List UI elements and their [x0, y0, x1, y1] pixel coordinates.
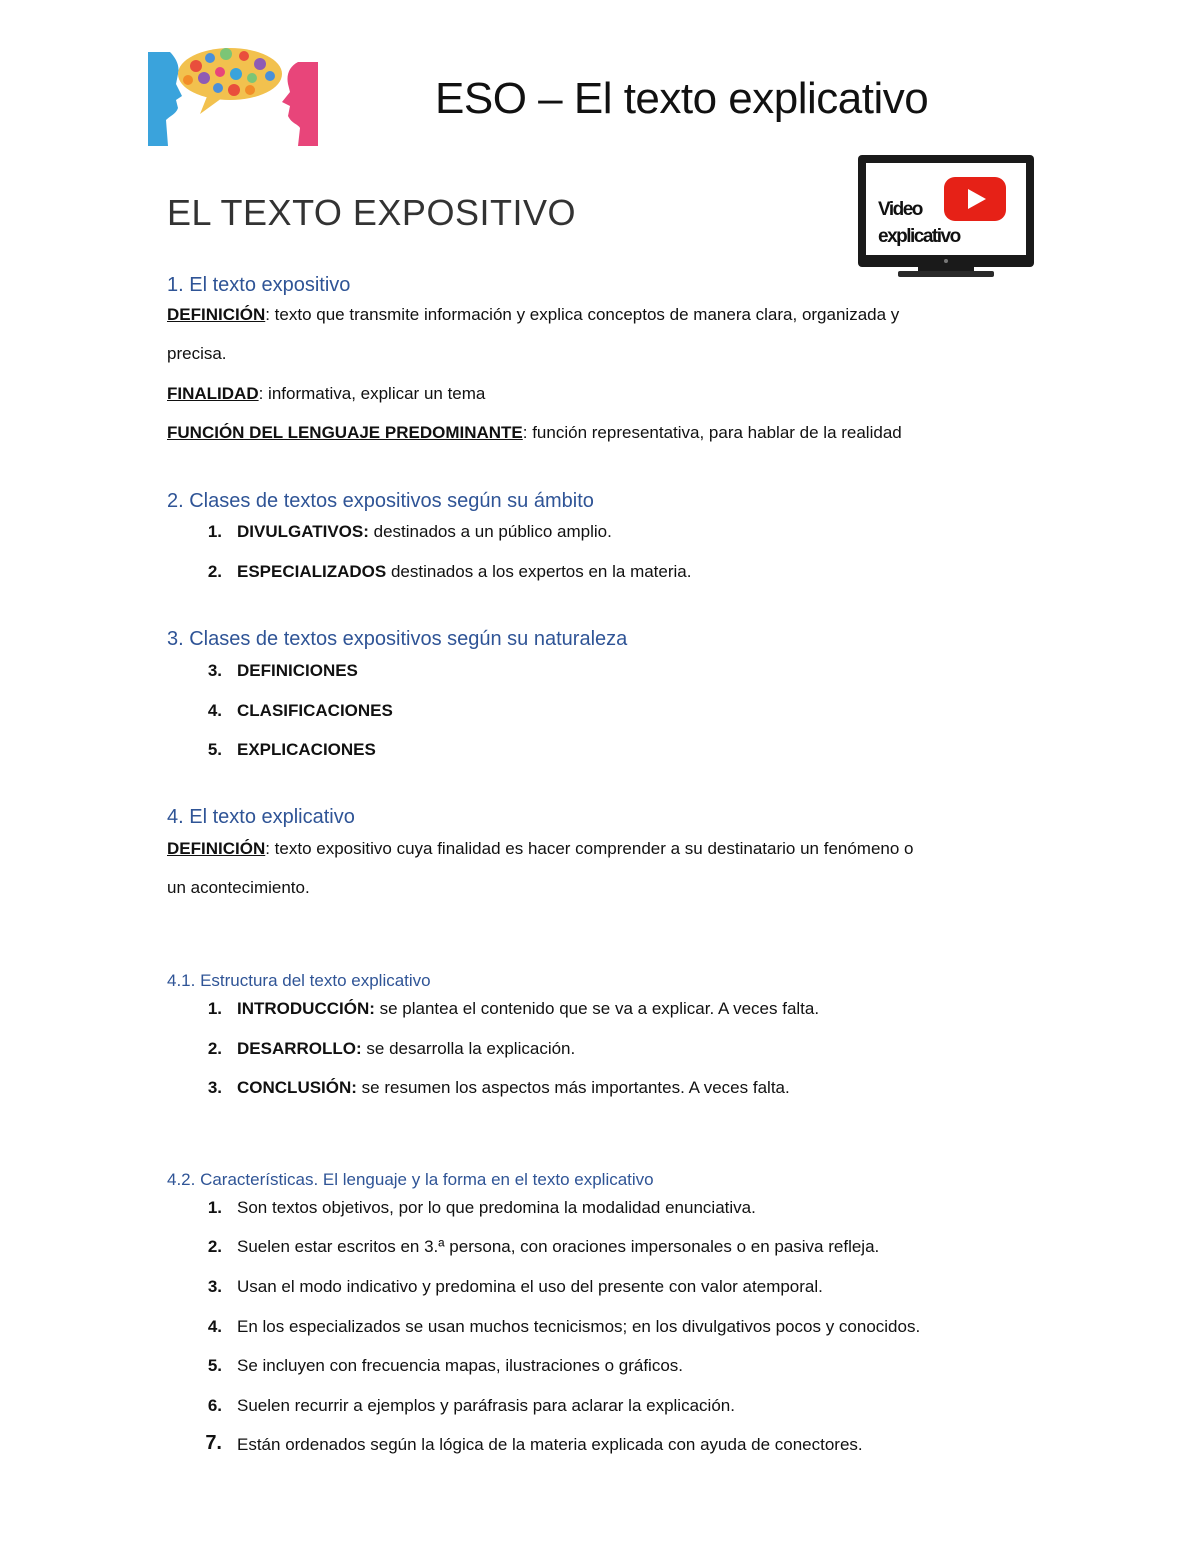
definition-text: : texto que transmite información y explica conceptos de manera clara, organizada y — [265, 305, 900, 324]
list-item-term: INTRODUCCIÓN: — [237, 999, 375, 1018]
funcion-text: : función representativa, para hablar de la realidad — [522, 423, 902, 442]
funcion-paragraph — [167, 423, 902, 443]
section-heading: 1. El texto expositivo — [167, 274, 351, 296]
list-number: 3. — [207, 1277, 222, 1296]
subsection-heading: 4.1. Estructura del texto explicativo — [167, 971, 431, 990]
list-item-term: DIVULGATIVOS: — [237, 522, 369, 541]
list-item-term: CONCLUSIÓN: — [237, 1078, 357, 1097]
section-heading: 2. Clases de textos expositivos según su ámbito — [167, 490, 594, 512]
list-number: 1. — [207, 999, 222, 1018]
list-number: 4. — [207, 701, 222, 720]
list-item-text: se desarrolla la explicación. — [361, 1039, 576, 1058]
finalidad-paragraph — [167, 384, 485, 404]
main-heading: EL TEXTO EXPOSITIVO — [167, 192, 576, 233]
finalidad-text: : informativa, explicar un tema — [258, 384, 486, 403]
list-number: 1. — [207, 522, 222, 541]
definition-label: DEFINICIÓN — [167, 839, 266, 858]
list-number: 2. — [207, 562, 222, 581]
definition-text: : texto expositivo cuya finalidad es hacer comprender a su destinatario un fenómeno o — [265, 839, 914, 858]
list-number: 3. — [207, 1078, 222, 1097]
document-title: ESO – El texto explicativo — [435, 74, 929, 123]
list-number: 5. — [207, 740, 222, 759]
logo-image — [148, 44, 318, 146]
list-item-term: EXPLICACIONES — [237, 740, 376, 759]
list-item-term: CLASIFICACIONES — [237, 701, 393, 720]
definition-paragraph — [167, 839, 914, 859]
speech-cloud-icon — [178, 48, 282, 114]
subsection-heading: 4.2. Características. El lenguaje y la forma en el texto explicativo — [167, 1170, 654, 1189]
video-label-line2: explicativo — [878, 226, 960, 247]
list-item-term: DEFINICIONES — [237, 661, 358, 680]
list-number: 2. — [207, 1237, 222, 1256]
list-item-text: Son textos objetivos, por lo que predomina la modalidad enunciativa. — [237, 1198, 756, 1217]
list-item-text: se plantea el contenido que se va a explicar. A veces falta. — [374, 999, 820, 1018]
section-heading: 4. El texto explicativo — [167, 806, 355, 828]
list-item-text: Suelen estar escritos en 3.ª persona, con oraciones impersonales o en pasiva refleja. — [237, 1237, 880, 1256]
list-item-text: Están ordenados según la lógica de la materia explicada con ayuda de conectores. — [237, 1435, 863, 1454]
funcion-label: FUNCIÓN DEL LENGUAJE PREDOMINANTE — [167, 423, 523, 442]
definition-paragraph — [167, 305, 899, 325]
list-number: 1. — [207, 1198, 222, 1217]
list-item-text: destinados a los expertos en la materia. — [386, 562, 692, 581]
list-item-text: se resumen los aspectos más importantes. A veces falta. — [356, 1078, 790, 1097]
list-item-term: ESPECIALIZADOS — [237, 562, 387, 581]
list-item-term: DESARROLLO: — [237, 1039, 362, 1058]
pink-head-silhouette — [282, 62, 318, 146]
list-item-text: destinados a un público amplio. — [368, 522, 612, 541]
list-number: 3. — [207, 661, 222, 680]
definition-text-continued: un acontecimiento. — [167, 878, 310, 897]
list-number: 4. — [207, 1317, 222, 1336]
video-label-line1: Video — [878, 199, 922, 220]
definition-label: DEFINICIÓN — [167, 305, 266, 324]
list-number: 5. — [207, 1356, 222, 1375]
list-number: 6. — [207, 1396, 222, 1415]
blue-head-silhouette — [148, 52, 182, 146]
video-link-tv[interactable] — [858, 155, 1034, 279]
definition-text-continued: precisa. — [167, 344, 227, 363]
list-number: 7. — [205, 1432, 222, 1454]
list-item-text: Se incluyen con frecuencia mapas, ilustraciones o gráficos. — [237, 1356, 684, 1375]
list-item-text: Suelen recurrir a ejemplos y paráfrasis para aclarar la explicación. — [237, 1396, 735, 1415]
list-item-text: En los especializados se usan muchos tecnicismos; en los divulgativos pocos y conocidos. — [237, 1317, 921, 1336]
finalidad-label: FINALIDAD — [167, 384, 259, 403]
list-number: 2. — [207, 1039, 222, 1058]
list-item-text: Usan el modo indicativo y predomina el uso del presente con valor atemporal. — [237, 1277, 823, 1296]
section-heading: 3. Clases de textos expositivos según su naturaleza — [167, 628, 628, 650]
youtube-play-icon — [944, 177, 1006, 221]
